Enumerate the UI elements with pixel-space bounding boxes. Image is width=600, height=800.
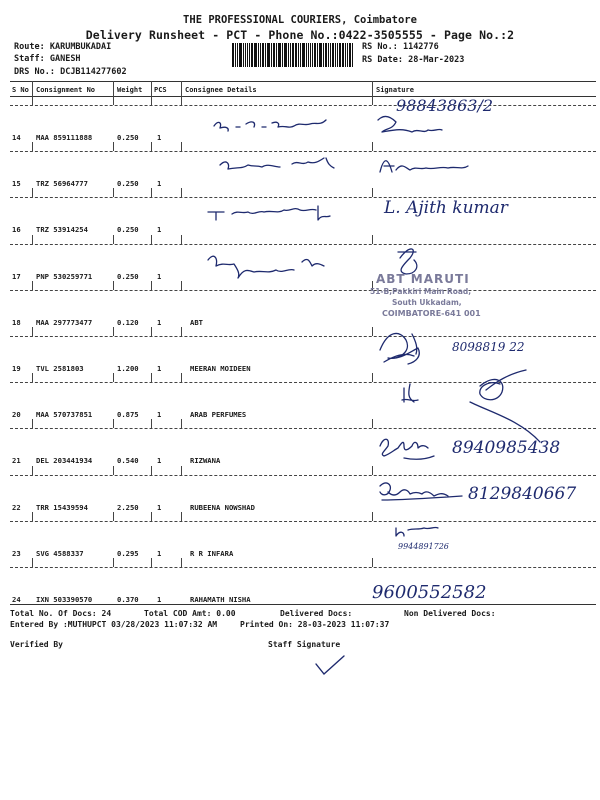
row-sno: 20 [12, 410, 21, 419]
stamp-line: South Ukkadam, [392, 298, 462, 307]
handwritten-phone: 8098819 22 [452, 340, 525, 354]
row-weight: 2.250 [117, 503, 139, 512]
signature-scribble [398, 249, 417, 274]
row-consignment-no: TRZ 53914254 [36, 225, 88, 234]
delivered-docs: Delivered Docs: [280, 609, 353, 618]
row-consignment-no: IXN 503390570 [36, 595, 93, 604]
row-weight: 0.540 [117, 456, 139, 465]
staff-label: Staff: [14, 54, 45, 64]
row-consignment-no: DEL 203441934 [36, 456, 93, 465]
stamp-line: COIMBATORE-641 001 [382, 309, 481, 318]
col-header-consignee: Consignee Details [185, 86, 257, 94]
row-consignee: RIZWANA [190, 456, 221, 465]
total-docs: Total No. Of Docs: 24 [10, 609, 112, 618]
row-consignment-no: TVL 2581803 [36, 364, 84, 373]
row-sno: 17 [12, 272, 21, 281]
stamp-line: 51-B,Pakkiri Main Road, [370, 287, 472, 296]
row-sno: 24 [12, 595, 21, 604]
checkmark-icon [312, 654, 352, 678]
rs-date-label: RS Date: [362, 55, 403, 65]
col-header-weight: Weight [117, 86, 143, 94]
signature-scribble [380, 439, 434, 459]
row-sno: 14 [12, 133, 21, 142]
signature-scribble [380, 333, 419, 364]
row-weight: 0.250 [117, 133, 139, 142]
row-consignee: ARAB PERFUMES [190, 410, 247, 419]
col-header-sno: S No [12, 86, 29, 94]
row-pcs: 1 [157, 133, 162, 142]
handwritten-phone: 98843863/2 [396, 96, 494, 115]
row-pcs: 1 [157, 364, 162, 373]
row-weight: 0.250 [117, 272, 139, 281]
handwritten-phone: 9944891726 [398, 542, 449, 551]
total-cod: Total COD Amt: 0.00 [144, 609, 236, 618]
row-pcs: 1 [157, 225, 162, 234]
row-sno: 16 [12, 225, 21, 234]
staff-signature-label: Staff Signature [268, 640, 341, 649]
row-pcs: 1 [157, 595, 162, 604]
route-label: Route: [14, 42, 45, 52]
row-consignment-no: TRR 15439594 [36, 503, 88, 512]
entered-by: Entered By :MUTHUPCT 03/28/2023 11:07:32 AM [10, 620, 218, 629]
row-weight: 1.200 [117, 364, 139, 373]
handwritten-consignee [208, 206, 330, 220]
staff-value: GANESH [49, 54, 81, 64]
rs-no-label: RS No.: [362, 42, 398, 52]
rs-date-value: 28-Mar-2023 [408, 55, 465, 65]
row-sno: 18 [12, 318, 21, 327]
row-sno: 15 [12, 179, 21, 188]
handwritten-phone: 8129840667 [468, 484, 577, 504]
row-consignee: ABT [190, 318, 203, 327]
signature-scribble [378, 116, 442, 132]
col-header-consignment: Consignment No [36, 86, 96, 94]
handwritten-signature-name: L. Ajith kumar [384, 198, 508, 218]
row-weight: 0.295 [117, 549, 139, 558]
handwritten-phone: 8940985438 [452, 438, 561, 458]
drs-label: DRS No.: [14, 67, 55, 77]
row-weight: 0.120 [117, 318, 139, 327]
row-weight: 0.370 [117, 595, 139, 604]
row-sno: 22 [12, 503, 21, 512]
row-consignee: RAHAMATH NISHA [190, 595, 251, 604]
row-consignment-no: MAA 859111888 [36, 133, 93, 142]
printed-on: Printed On: 28-03-2023 11:07:37 [240, 620, 390, 629]
stamp-line: ABT MARUTI [376, 272, 470, 286]
row-weight: 0.250 [117, 179, 139, 188]
rs-no-value: 1142776 [402, 42, 439, 52]
company-title: THE PROFESSIONAL COURIERS, Coimbatore [183, 14, 417, 26]
row-pcs: 1 [157, 318, 162, 327]
row-consignee: RUBEENA NOWSHAD [190, 503, 255, 512]
footer-rule [10, 604, 596, 605]
handwritten-consignee [220, 158, 334, 169]
row-consignee: MEERAN MOIDEEN [190, 364, 251, 373]
row-consignment-no: PNP 530259771 [36, 272, 93, 281]
signature-scribble [396, 527, 438, 536]
row-pcs: 1 [157, 272, 162, 281]
handwritten-consignee [214, 120, 326, 131]
handwritten-consignee [208, 256, 324, 278]
drs-value: DCJB114277602 [60, 67, 127, 77]
row-pcs: 1 [157, 503, 162, 512]
runsheet-subtitle: Delivery Runsheet - PCT - Phone No.:0422-3505555 - Page No.:2 [85, 28, 515, 42]
row-pcs: 1 [157, 456, 162, 465]
signature-scribble [402, 370, 540, 442]
row-pcs: 1 [157, 410, 162, 419]
handwritten-phone: 9600552582 [372, 582, 487, 603]
row-sno: 19 [12, 364, 21, 373]
row-pcs: 1 [157, 179, 162, 188]
row-sno: 23 [12, 549, 21, 558]
row-consignment-no: SVG 4588337 [36, 549, 84, 558]
row-consignee: R R INFARA [190, 549, 234, 558]
col-header-signature: Signature [376, 86, 414, 94]
row-weight: 0.875 [117, 410, 139, 419]
row-weight: 0.250 [117, 225, 139, 234]
row-pcs: 1 [157, 549, 162, 558]
verified-by-label: Verified By [10, 640, 63, 649]
row-consignment-no: MAA 570737851 [36, 410, 93, 419]
signature-scribble [380, 483, 462, 500]
non-delivered-docs: Non Delivered Docs: [404, 609, 496, 618]
row-consignment-no: TRZ 56964777 [36, 179, 88, 188]
col-header-pcs: PCS [154, 86, 167, 94]
row-consignment-no: MAA 297773477 [36, 318, 93, 327]
signature-scribble [380, 161, 468, 172]
row-sno: 21 [12, 456, 21, 465]
route-value: KARUMBUKADAI [49, 42, 112, 52]
